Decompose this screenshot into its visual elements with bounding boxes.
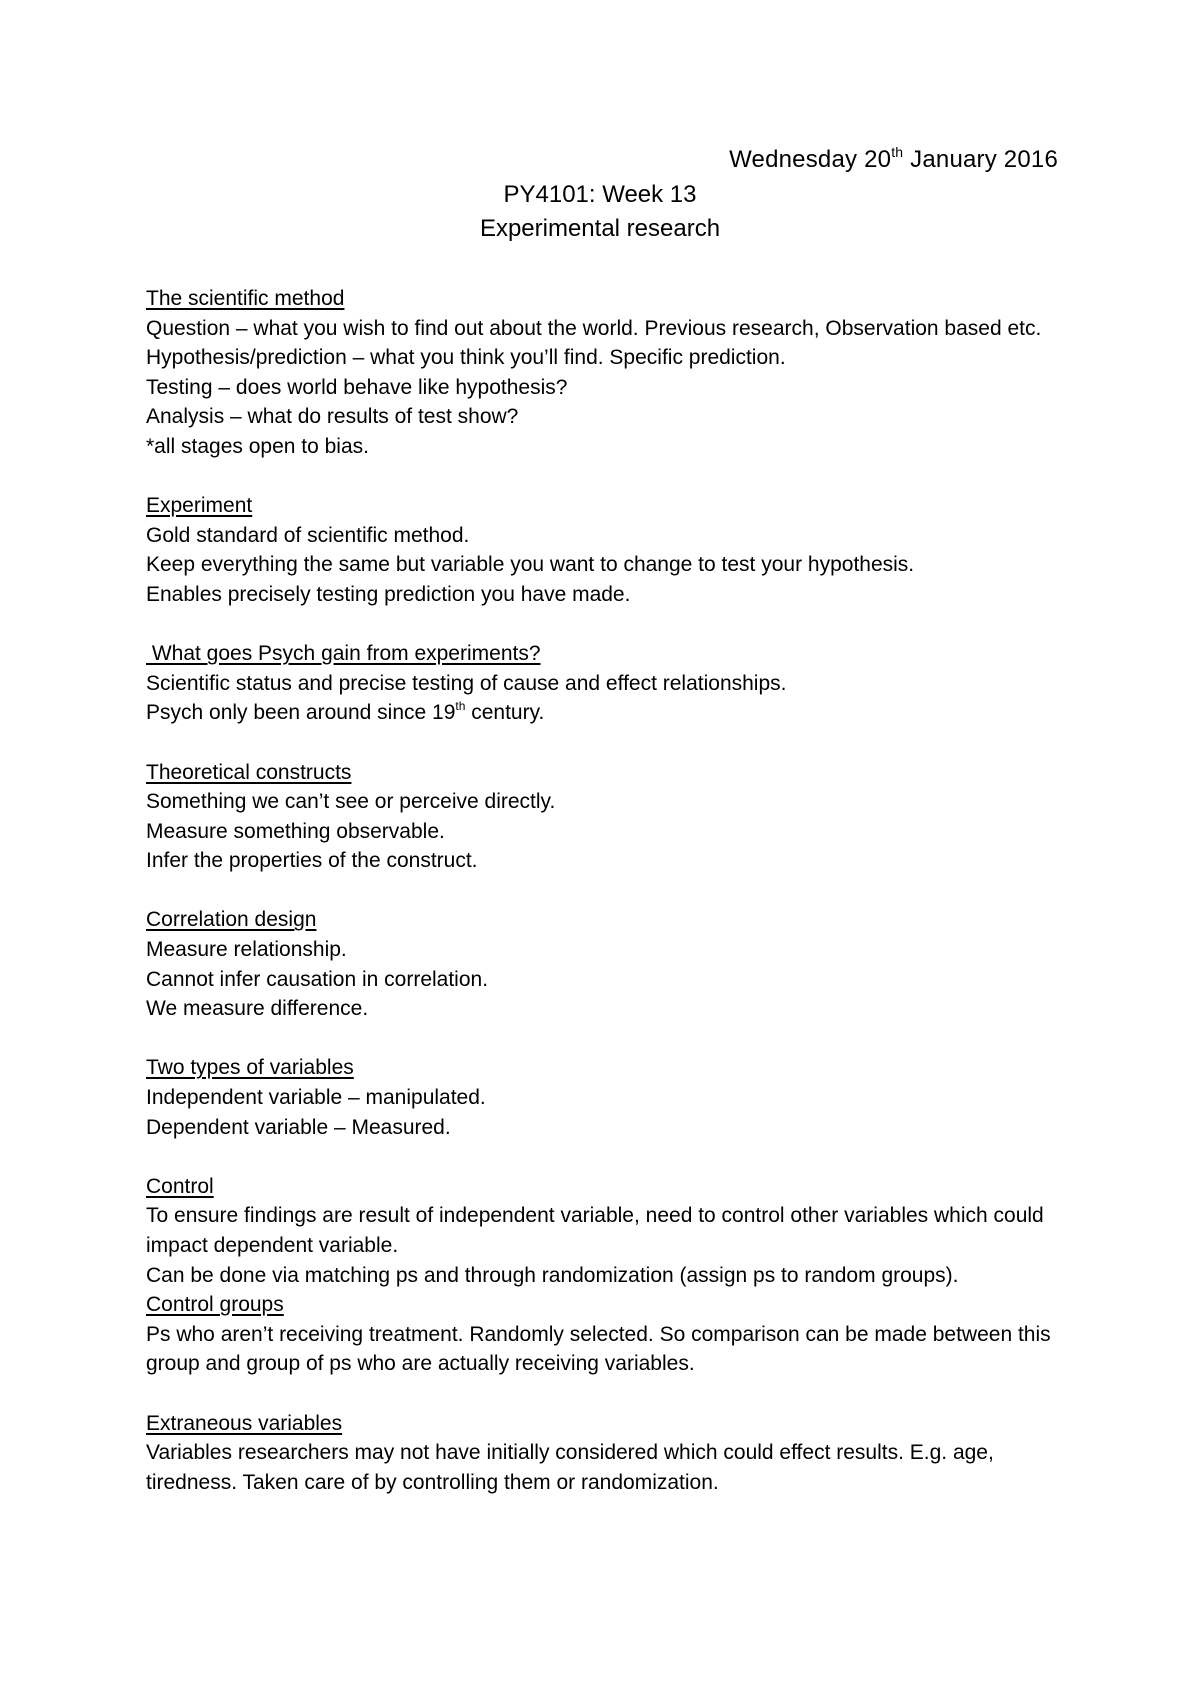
text-fragment: Psych only been around since 19 bbox=[146, 701, 456, 725]
date-ordinal: th bbox=[891, 144, 904, 160]
text-line: Gold standard of scientific method. bbox=[146, 523, 470, 547]
text-line: Dependent variable – Measured. bbox=[146, 1115, 451, 1139]
section-heading: The scientific method bbox=[146, 287, 345, 310]
text-line: Question – what you wish to find out about the world. Previous research, Observation based etc. bbox=[146, 316, 1042, 340]
date-prefix: Wednesday 20 bbox=[729, 146, 892, 173]
section-heading: Control bbox=[146, 1174, 214, 1198]
text-line: Analysis – what do results of test show? bbox=[146, 405, 519, 429]
section-extraneous-variables bbox=[146, 1409, 1066, 1498]
text-line: Ps who aren’t receiving treatment. Randomly selected. So comparison can be made between this group and group of ps who are actually receiving variables. bbox=[146, 1322, 1051, 1376]
text-line: Scientific status and precise testing of cause and effect relationships. bbox=[146, 671, 787, 695]
section-scientific-method bbox=[146, 284, 1066, 462]
section-heading: What goes Psych gain from experiments? bbox=[146, 642, 541, 666]
section-two-types-of-variables bbox=[146, 1053, 1066, 1142]
text-line: Can be done via matching ps and through randomization (assign ps to random groups). bbox=[146, 1263, 959, 1287]
text-line: Infer the properties of the construct. bbox=[146, 849, 478, 873]
section-psych-gain bbox=[146, 639, 1066, 728]
text-line: Something we can’t see or perceive directly. bbox=[146, 790, 556, 814]
section-heading: Correlation design bbox=[146, 908, 317, 932]
section-heading: Theoretical constructs bbox=[146, 760, 352, 784]
section-control-groups bbox=[146, 1290, 1066, 1379]
text-fragment: century. bbox=[465, 701, 545, 725]
text-line: *all stages open to bias. bbox=[146, 434, 369, 458]
text-line: Enables precisely testing prediction you have made. bbox=[146, 582, 631, 606]
text-line: Variables researchers may not have initially considered which could effect results. E.g. age, tiredness. Taken care of by controlling them or randomization. bbox=[146, 1441, 994, 1494]
section-correlation-design bbox=[146, 905, 1066, 1023]
text-line: Measure relationship. bbox=[146, 938, 347, 962]
date-rest: January 2016 bbox=[903, 146, 1058, 173]
text-line: Hypothesis/prediction – what you think you’ll find. Specific prediction. bbox=[146, 346, 786, 370]
section-heading: Two types of variables bbox=[146, 1056, 354, 1080]
ordinal-superscript: th bbox=[455, 699, 466, 714]
text-line: Cannot infer causation in correlation. bbox=[146, 967, 489, 991]
text-line bbox=[146, 698, 1066, 728]
section-theoretical-constructs bbox=[146, 758, 1066, 876]
text-line: Independent variable – manipulated. bbox=[146, 1086, 486, 1110]
date-line bbox=[729, 146, 1058, 174]
course-title: PY4101: Week 13 bbox=[503, 181, 697, 208]
text-line: Measure something observable. bbox=[146, 819, 445, 843]
topic-title: Experimental research bbox=[479, 215, 721, 242]
text-line: Testing – does world behave like hypothesis? bbox=[146, 375, 568, 399]
section-heading: Extraneous variables bbox=[146, 1411, 343, 1435]
section-heading: Control groups bbox=[146, 1293, 284, 1317]
text-line: Keep everything the same but variable you want to change to test your hypothesis. bbox=[146, 553, 915, 577]
section-experiment bbox=[146, 491, 1066, 609]
text-line: To ensure findings are result of independent variable, need to control other variables which could impact dependent variable. bbox=[146, 1204, 1044, 1257]
text-line: We measure difference. bbox=[146, 997, 369, 1021]
section-heading: Experiment bbox=[146, 494, 253, 518]
section-control bbox=[146, 1172, 1066, 1290]
notes-body bbox=[146, 284, 1066, 1527]
